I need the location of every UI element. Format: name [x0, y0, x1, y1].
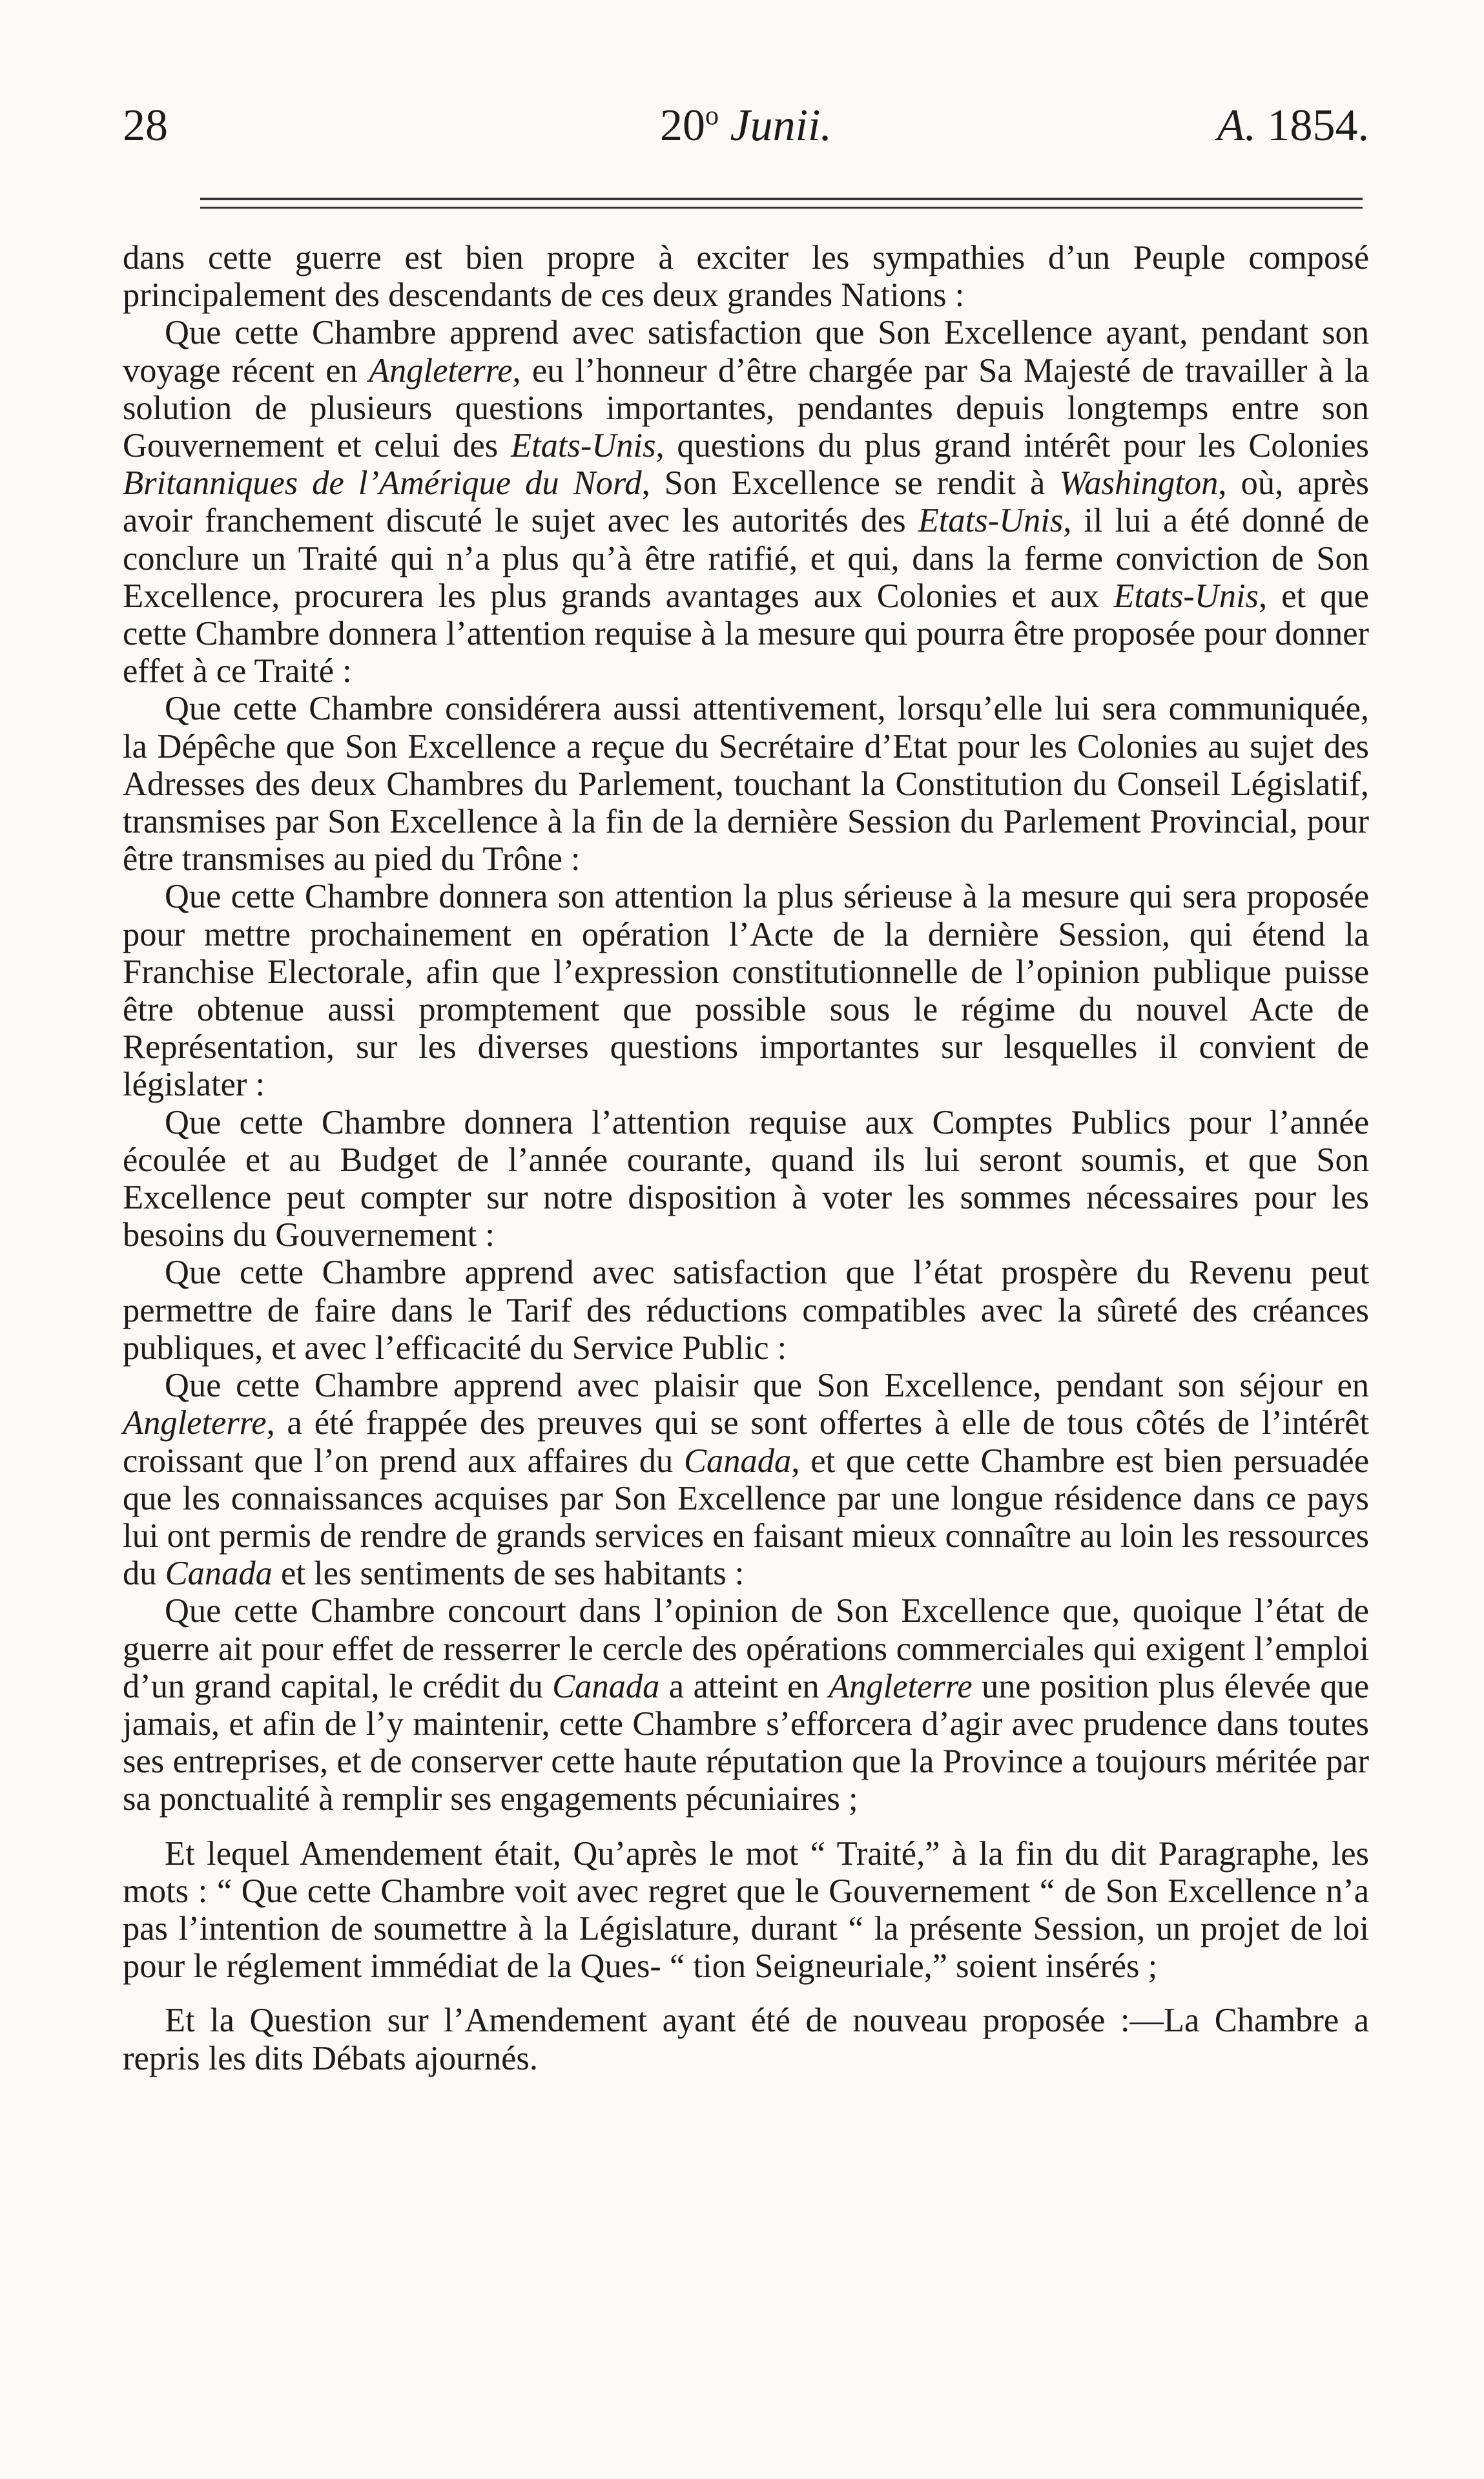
paragraph-2	[123, 314, 1369, 690]
date-day: 20	[660, 101, 706, 150]
italic-run: Canada	[165, 1555, 273, 1593]
paragraph-4: Que cette Chambre donnera son attention la plus sérieuse à la mesure qui sera proposée pour mettre prochainement en opération l’Acte de la dernière Session, qui étend la Franchise Electorale, afin que l’expression constitutionnelle de l’opinion publique puisse être obtenue aussi promptement que possible sous le régime du nouvel Acte de Représentation, sur les diverses questions importantes sur lesquelles il convient de législater :	[123, 878, 1369, 1104]
paragraph-5: Que cette Chambre donnera l’attention requise aux Comptes Publics pour l’année écoulée et au Budget de l’année courante, quand ils lui seront soumis, et que Son Excellence peut compter sur notre disposition à voter les sommes nécessaires pour les besoins du Gouvernement :	[123, 1103, 1369, 1254]
text-run: , il lui a été donné de conclure un Traité qui n’a plus qu’à être ratifié, et qui, dans la ferme conviction de Son Excellence, procurera les plus grands avantages aux Colonies et aux	[123, 502, 1369, 615]
text-run: Que cette Chambre concourt dans l’opinion de Son Excellence que, quoique l’état de guerre ait pour effet de resserrer le cercle des opérations commerciales qui exigent l’emploi d’un grand capital, le crédit du	[123, 1592, 1369, 1705]
text-run: une position plus élevée que jamais, et afin de l’y maintenir, cette Chambre s’efforcera d’agir avec prudence dans toutes ses entreprises, et de conserver cette haute réputation que la Province a toujours méritée par sa ponctualité à remplir ses engagements pécuniaires ;	[123, 1667, 1370, 1818]
year-value: 1854.	[1267, 101, 1369, 150]
text-run: Que cette Chambre apprend avec plaisir que Son Excellence, pendant son séjour en	[165, 1367, 1369, 1405]
paragraph-7	[123, 1367, 1369, 1592]
italic-run: Canada	[552, 1667, 660, 1705]
italic-run: Washington	[1059, 464, 1219, 503]
text-run: a atteint en	[659, 1667, 829, 1705]
text-run: et les sentiments de ses habitants :	[272, 1555, 745, 1593]
italic-run: Etats-Unis	[918, 502, 1064, 540]
italic-run: Etats-Unis	[1113, 577, 1259, 615]
italic-run: Etats-Unis	[510, 427, 656, 465]
italic-run: Angleterre	[829, 1667, 973, 1705]
header-rule-top	[200, 198, 1363, 200]
page-body	[123, 239, 1369, 2077]
header-year	[1217, 97, 1369, 155]
date-superscript: o	[705, 101, 719, 131]
paragraph-question: Et la Question sur l’Amendement ayant été de nouveau proposée :—La Chambre a repris les dits Débats ajournés.	[123, 2002, 1369, 2077]
text-run: , et que cette Chambre est bien persuadée que les connaissances acquises par Son Excellence par une longue résidence dans ce pays lui ont permis de rendre de grands services en faisant mieux connaître au loin les ressources du	[123, 1442, 1369, 1593]
header-date	[123, 97, 1369, 155]
text-run: , Son Excellence se rendit à	[641, 464, 1060, 503]
italic-run: Britanniques de l’Amérique du Nord	[123, 464, 642, 503]
paragraph-amendment: Et lequel Amendement était, Qu’après le mot “ Traité,” à la fin du dit Paragraphe, les mots : “ Que cette Chambre voit avec regret que le Gouvernement “ de Son Excellence n’a pas l’intention de soumettre à la Législature, durant “ la présente Session, un projet de loi pour le réglement immédiat de la Ques- “ tion Seigneuriale,” soient insérés ;	[123, 1834, 1369, 1986]
year-prefix: A.	[1217, 101, 1256, 150]
page-header	[123, 97, 1369, 155]
paragraph-3: Que cette Chambre considérera aussi attentivement, lorsqu’elle lui sera communiquée, la Dépêche que Son Excellence a reçue du Secrétaire d’Etat pour les Colonies au sujet des Adresses des deux Chambres du Parlement, touchant la Constitution du Conseil Législatif, transmises par Son Excellence à la fin de la dernière Session du Parlement Provincial, pour être transmises au pied du Trône :	[123, 690, 1369, 878]
italic-run: Angleterre	[123, 1404, 267, 1442]
paragraph-6: Que cette Chambre apprend avec satisfaction que l’état prospère du Revenu peut permettre de faire dans le Tarif des réductions compatibles avec la sûreté des créances publiques, et avec l’efficacité du Service Public :	[123, 1254, 1369, 1367]
text-run: , où, après avoir franchement discuté le sujet avec les autorités des	[123, 464, 1369, 540]
text-run: , eu l’honneur d’être chargée par Sa Majesté de travailler à la solution de plusieurs questions importantes, pendantes depuis longtemps entre son Gouvernement et celui des	[123, 351, 1369, 465]
text-run: , questions du plus grand intérêt pour les Colonies	[655, 427, 1369, 465]
italic-run: Angleterre	[368, 351, 513, 389]
page-number: 28	[123, 101, 168, 150]
text-run: , a été frappée des preuves qui se sont offertes à elle de tous côtés de l’intérêt croissant que l’on prend aux affaires du	[123, 1404, 1369, 1480]
italic-run: Canada	[684, 1442, 792, 1480]
date-month: Junii.	[730, 101, 832, 150]
text-run: Que cette Chambre apprend avec satisfaction que Son Excellence ayant, pendant son voyage récent en	[123, 314, 1369, 389]
paragraph-1: dans cette guerre est bien propre à exciter les sympathies d’un Peuple composé principalement des descendants de ces deux grandes Nations :	[123, 239, 1369, 315]
header-rule-bottom	[200, 207, 1363, 209]
paragraph-8	[123, 1592, 1369, 1818]
text-run: , et que cette Chambre donnera l’attention requise à la mesure qui pourra être proposée pour donner effet à ce Traité :	[123, 577, 1369, 690]
